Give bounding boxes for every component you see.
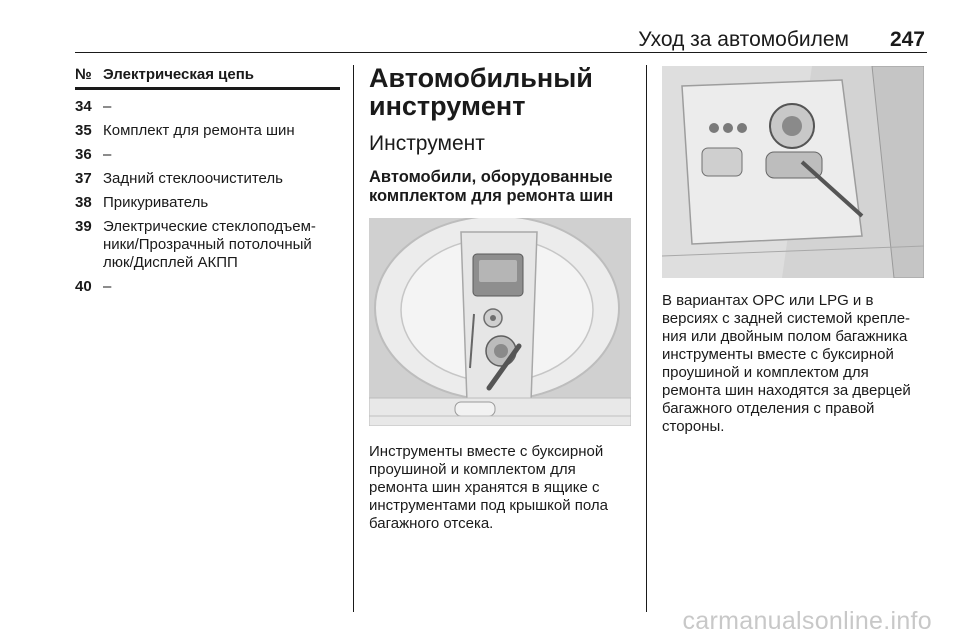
- section-column: [369, 64, 631, 533]
- table-row: [75, 170, 340, 188]
- table-row: [75, 98, 340, 116]
- table-row: [75, 146, 340, 164]
- page-number: 247: [889, 28, 925, 51]
- trunk-side-compartment-illustration: [662, 66, 924, 278]
- row-text: –: [103, 146, 112, 163]
- header-label: Электрическая цепь: [103, 66, 255, 83]
- table-row: [75, 218, 340, 272]
- row-text: Комплект для ремонта шин: [103, 122, 295, 139]
- table-row: [75, 194, 340, 212]
- row-number: 40: [75, 278, 92, 295]
- row-number: 35: [75, 122, 92, 139]
- table-row: [75, 278, 340, 296]
- row-number: 34: [75, 98, 92, 115]
- column-divider: [646, 65, 647, 612]
- page-title: Уход за автомобилем: [638, 28, 849, 51]
- section-subsubheading: Автомобили, оборудованные комплектом для ремонта шин: [369, 168, 614, 205]
- caption-tool-box: Инструменты вместе с буксирной проушиной и комплектом для ремонта шин хранятся в ящике с инструментами под крышкой пола багажного отсека.: [369, 443, 609, 532]
- fuse-table-header: [75, 66, 340, 90]
- page-header: [75, 28, 927, 53]
- trunk-floor-tool-box-illustration: [369, 218, 631, 426]
- section-column-right: [662, 66, 927, 436]
- row-number: 38: [75, 194, 92, 211]
- row-number: 36: [75, 146, 92, 163]
- column-divider: [353, 65, 354, 612]
- header-number: №: [75, 66, 92, 83]
- tool-box-drawing: [369, 218, 631, 426]
- row-number: 37: [75, 170, 92, 187]
- fuse-table: [75, 66, 340, 296]
- watermark: carmanualsonline.info: [682, 607, 932, 635]
- table-row: [75, 122, 340, 140]
- caption-side-compartment: В вариантах OPC или LPG и в версиях с задней системой крепле-ния или двойным полом багажника инструменты вместе с буксирной проушиной и комплектом для ремонта шин находятся за дверцей багажного отделения с правой стороны.: [662, 292, 911, 435]
- row-text: Электрические стеклоподъем-ники/Прозрачный потолочный люк/Дисплей АКПП: [103, 218, 316, 271]
- side-compartment-drawing: [662, 66, 924, 278]
- row-text: Задний стеклоочиститель: [103, 170, 283, 187]
- row-number: 39: [75, 218, 92, 235]
- row-text: –: [103, 98, 112, 115]
- section-subheading: Инструмент: [369, 132, 485, 155]
- section-heading: Автомобильный инструмент: [369, 63, 593, 121]
- row-text: –: [103, 278, 112, 295]
- row-text: Прикуриватель: [103, 194, 209, 211]
